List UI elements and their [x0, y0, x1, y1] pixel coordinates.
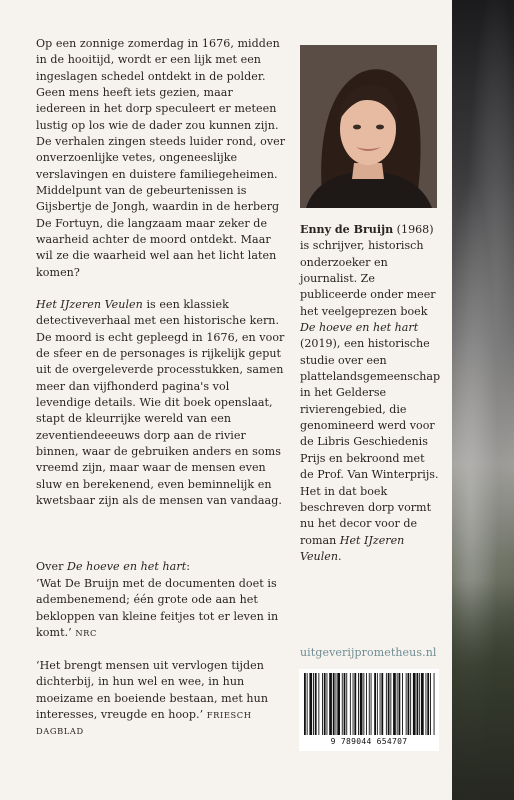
isbn-barcode — [299, 669, 439, 751]
quote-text: ‘Wat De Bruijn met de documenten doet is adembenemend; één grote ode aan het bekloppen van kleine feitjes tot er leven in komt.’ — [36, 577, 279, 640]
review-intro: Over De hoeve en het hart: — [36, 560, 190, 573]
quote-friesch-dagblad — [36, 658, 286, 740]
quote-source: NRC — [75, 628, 97, 639]
quote-nrc — [36, 576, 286, 641]
blurb-paragraph-2 — [36, 297, 286, 509]
barcode-bars — [303, 673, 435, 735]
author-name: Enny de Bruijn — [300, 223, 394, 236]
cover-painting-landscape — [452, 580, 514, 800]
quote-text: ‘Het brengt mensen uit vervlogen tijden dichterbij, in hun wel en wee, in hun moeizame en boeiende bestaan, met hun interesses, vreugde en hoop.’ — [36, 659, 269, 722]
author-years: (1968) — [393, 223, 434, 236]
isbn-number: 9 789044 654707 — [330, 737, 408, 746]
blurb-text-2: is een klassiek detectiveverhaal met een historische kern. De moord is echt gepleegd in 1676, en voor de sfeer en de personages is rijkelijk geput uit de overgeleverde processtukken, samen meer dan vijfhonderd pagina's vol levendige details. Wie dit boek openslaat, stapt de kleurrijke wereld van een zeventiendeeeuws dorp aan de rivier binnen, waar de gebruiken anders en soms vreemd zijn, maar waar de mensen even sluw en berekenend, even beminnelijk en kwetsbaar zijn als de mensen van vandaag. — [36, 298, 285, 508]
publisher-url[interactable]: uitgeverijprometheus.nl — [300, 646, 437, 659]
review-book-title: De hoeve en het hart — [67, 560, 187, 573]
author-photo — [300, 45, 437, 208]
quote-source: FRIESCH DAGBLAD — [36, 710, 252, 737]
novel-title: Het IJzeren Veulen — [36, 298, 143, 311]
blurb-paragraph-1 — [36, 36, 286, 281]
author-bio: Enny de Bruijn (1968) is schrijver, historisch onderzoeker en journalist. Ze publiceerde onder meer het veelgeprezen boek De hoeve en het hart (2019), een historische studie over een plattelandsgemeenschap in het Gelderse rivierengebied, die genomineerd werd voor de Libris Geschiedenis Prijs en bekroond met de Prof. Van Winterprijs. Het in dat boek beschreven dorp vormt nu het decor voor de roman Het IJzeren Veulen. — [300, 223, 441, 563]
bio-book-title: De hoeve en het hart — [300, 321, 419, 335]
blurb-text-1: Op een zonnige zomerdag in 1676, midden in de hooitijd, wordt er een lijk met een ingeslagen schedel ontdekt in de polder. Geen mens heeft iets gezien, maar iedereen in het dorp speculeert er meteen lustig op los wie de dader zou kunnen zijn. De verhalen zingen steeds luider rond, over onverzoenlijke vetes, ongeneeslijke verslavingen en duistere familiegeheimen. Middelpunt van de gebeurtenissen is Gijsbertje de Jongh, waardin in de herberg De Fortuyn, die langzaam maar zeker de waarheid achter de moord ontdekt. Maar wil ze die waarheid wel aan het licht laten komen? — [36, 37, 286, 279]
bio-novel-title: Het IJzeren Veulen — [300, 533, 405, 563]
